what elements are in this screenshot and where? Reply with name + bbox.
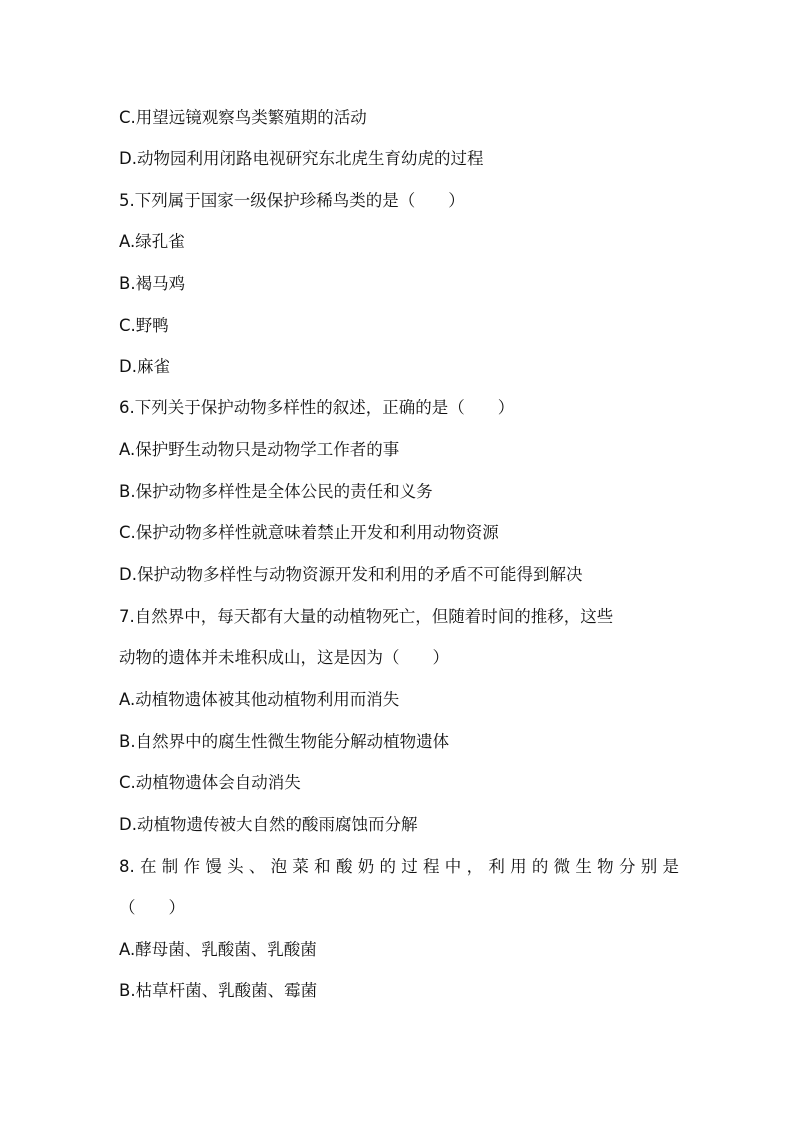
- option-8b: B.枯草杆菌、乳酸菌、霉菌: [119, 981, 318, 1000]
- option-7d: D.动植物遗传被大自然的酸雨腐蚀而分解: [119, 815, 418, 834]
- question-7-line-2: 动物的遗体并未堆积成山，这是因为（ ）: [119, 648, 449, 667]
- option-5a: A.绿孔雀: [119, 232, 185, 251]
- option-8a: A.酵母菌、乳酸菌、乳酸菌: [119, 940, 317, 959]
- question-6: 6.下列关于保护动物多样性的叙述，正确的是（ ）: [119, 398, 515, 417]
- option-4c: C.用望远镜观察鸟类繁殖期的活动: [119, 108, 367, 127]
- question-8-line-2: （ ）: [119, 898, 185, 917]
- option-6b: B.保护动物多样性是全体公民的责任和义务: [119, 482, 433, 501]
- option-7a: A.动植物遗体被其他动植物利用而消失: [119, 690, 400, 709]
- option-6c: C.保护动物多样性就意味着禁止开发和利用动物资源: [119, 523, 499, 542]
- option-5b: B.褐马鸡: [119, 274, 186, 293]
- question-8-line-1: 8.在制作馒头、泡菜和酸奶的过程中，利用的微生物分别是: [119, 857, 679, 876]
- question-7-line-1: 7.自然界中，每天都有大量的动植物死亡，但随着时间的推移，这些: [119, 607, 614, 626]
- option-4d: D.动物园利用闭路电视研究东北虎生育幼虎的过程: [119, 149, 484, 168]
- option-7c: C.动植物遗体会自动消失: [119, 773, 301, 792]
- question-5: 5.下列属于国家一级保护珍稀鸟类的是（ ）: [119, 191, 465, 210]
- option-6a: A.保护野生动物只是动物学工作者的事: [119, 440, 400, 459]
- option-6d: D.保护动物多样性与动物资源开发和利用的矛盾不可能得到解决: [119, 565, 583, 584]
- option-5d: D.麻雀: [119, 357, 170, 376]
- option-5c: C.野鸭: [119, 316, 169, 335]
- option-7b: B.自然界中的腐生性微生物能分解动植物遗体: [119, 732, 450, 751]
